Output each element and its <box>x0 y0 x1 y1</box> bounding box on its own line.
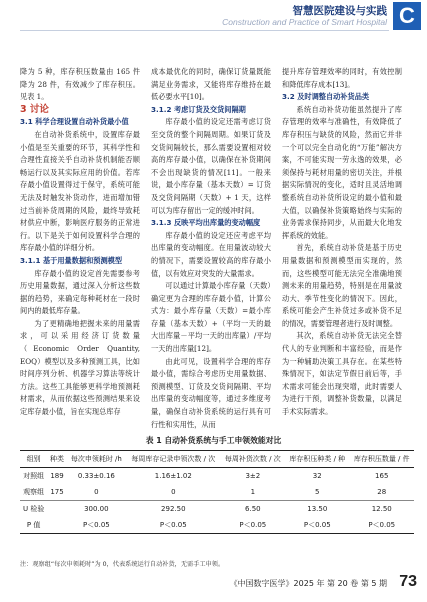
journal-footer: 《中国数字医学》2025 年 第 20 卷 第 5 期 <box>229 579 387 588</box>
table-cell: 对照组 <box>23 472 45 480</box>
table-row <box>20 517 414 534</box>
table-header: 每次申领耗时 /h <box>67 451 126 468</box>
header-subtitle: Construction and Practice of Smart Hospital <box>222 17 387 27</box>
subsection-heading-3-1: 3.1 科学合理设置自动补货最小值 <box>20 117 129 127</box>
table-cell: P＜0.05 <box>349 517 414 534</box>
paragraph: 库存最小值的设定还需考虑订货至交货的整个间隔周期。如果订货及交货间隔较长，那么需要设置相对较高的库存最小值，以确保在补货期间不会出现缺货的情况[11]。一般来说，最小库存量（基本天数）= 订货及交货间隔期（天数）+ 1 天，这样可以为库存留出一定的缓冲时间。 <box>151 117 271 215</box>
table-note: 注：观察组“每次申领耗时”为 0，代表系统运行自动补货，无需手工申领。 <box>20 561 225 568</box>
table-header: 每周补货次数 / 次 <box>221 451 285 468</box>
paragraph: 降为 5 种，库存积压数量由 165 件降为 28 件，有效减少了库存积压。见表 1。 <box>20 67 140 102</box>
page-number: 73 <box>399 573 417 590</box>
table-cell: 12.50 <box>349 501 414 518</box>
journal-logo-icon: C <box>393 2 421 30</box>
table-row <box>20 484 414 501</box>
page-header <box>0 0 427 34</box>
table-cell: 300.00 <box>67 501 126 518</box>
table-row <box>20 501 414 518</box>
comparison-table <box>20 450 414 534</box>
column-3 <box>282 66 402 419</box>
table-cell: 0 <box>171 488 176 496</box>
paragraph: 提升库存管理效率的同时，有效控制和降低库存成本[13]。 <box>282 67 402 89</box>
table-cell: P＜0.05 <box>221 517 285 534</box>
table-cell: 0 <box>94 488 99 496</box>
paragraph: 其次，系统自动补货无法完全替代人的专业判断和丰富经验，而是作为一种辅助决策工具存在。在某些特殊情况下，如法定节假日前后等，手术需求可能会出现突增，此时需要人为进行干预，调整补货数量，以满足手术实际需求。 <box>282 331 402 417</box>
table-cell: 292.50 <box>126 501 221 518</box>
paragraph: 库存最小值的设定首先需要参考历史用量数据，通过深入分析这些数据的趋势，来确定每种耗材在一段时间内的最低库存量。 <box>20 268 140 316</box>
subsection-heading-3-1-3: 3.1.3 反映平均出库量的变动幅度 <box>151 218 261 228</box>
header-divider <box>20 30 389 31</box>
section-heading-3: 3 讨论 <box>20 103 49 115</box>
column-1 <box>20 66 140 419</box>
subsection-heading-3-1-1: 3.1.1 基于用量数据和预测模型 <box>20 255 123 265</box>
header-title: 智慧医院建设与实践 <box>292 5 387 17</box>
paragraph: 可以通过计算最小库存量（天数）确定更为合理的库存最小值，计算公式为：最小库存量（天数）=最小库存量（基本天数）+（平均一天的最大出库量－平均一天的出库量）/平均一天的出库量[12]。 <box>151 281 271 354</box>
paragraph: 首先，系统自动补货是基于历史用量数据和预测模型而实现的，然而，这些模型可能无法完全准确地预测未来的用量趋势，特别是在用量波动大、季节性变化的情况下。因此，系统可能会产生补货过多或补货不足的情况，需要管理者进行及时调整。 <box>282 243 402 328</box>
table-cell: 0.33±0.16 <box>77 472 115 480</box>
table-cell <box>47 517 66 534</box>
table-header: 库存积压种类 / 种 <box>285 451 349 468</box>
paragraph: 成本最优化的同时，确保订货量既能满足业务需求，又能将库存维持在最低必要水平[10]。 <box>151 67 271 102</box>
table-header: 库存积压数量 / 件 <box>349 451 414 468</box>
table-cell: P＜0.05 <box>67 517 126 534</box>
paragraph: 为了更精确地把握未来的用量需求，可以采用经济订货数量（Economic Order Quantity, EOQ）模型以及多种预测工具，比如时间序列分析、机器学习算法等统计方法。这些工具能够更科学地预测耗材需求，从而依据这些预测结果来设定库存最小值，旨在实现总库存 <box>20 318 140 417</box>
table-cell: 观察组 <box>23 488 45 496</box>
paragraph: 系统自动补货功能虽然提升了库存管理的效率与准确性，有效降低了库存积压与缺货的风险，然而它并非一个可以完全自动化的“万能”解决方案，不可能实现一劳永逸的效果，必须保持与耗材用量的密切关注，并根据实际情况的变化，适时且灵活地调整系统自动补货所设定的最小值和最大值，以确保补货策略始终与实际的业务需求保持同步，从而最大化地发挥系统的效能。 <box>282 104 402 240</box>
table-cell: P＜0.05 <box>126 517 221 534</box>
paragraph: 在自动补货系统中，设置库存最小值是至关重要的环节，其科学性和合理性直接关乎自动补货机制能否顺畅运行以及其实际应用的价值。若库存最小值设置得过于保守，系统可能无法及时触发补货动作，进而增加错过当前补货周期的风险，最终导致耗材供应中断，影响医疗服务的正常进行。以下是关于如何设置科学合理的库存最小值的详细分析。 <box>20 129 140 253</box>
table-cell: 28 <box>377 488 387 496</box>
table-cell: 13.50 <box>285 501 349 518</box>
table-cell: 5 <box>315 488 320 496</box>
table-cell <box>47 501 66 518</box>
table-cell: 1.16±1.02 <box>154 472 192 480</box>
table-cell: 32 <box>312 472 322 480</box>
table-header-row <box>20 451 414 468</box>
paragraph: 由此可见，设置科学合理的库存最小值，需综合考虑历史用量数据、预测模型、订货及交货间隔期、平均出库量的变动幅度等，通过多维度考量，确保自动补货系统的运行具有可行性和实用性，从而 <box>151 356 271 429</box>
column-2 <box>151 66 271 431</box>
table-cell: 6.50 <box>221 501 285 518</box>
table-cell: P 值 <box>20 517 47 534</box>
table-header: 组别 <box>20 451 47 468</box>
table-header: 种类 <box>47 451 66 468</box>
table-cell: P＜0.05 <box>285 517 349 534</box>
table-cell: 165 <box>375 472 389 480</box>
table-cell: 189 <box>50 472 64 480</box>
table-cell: U 检验 <box>20 501 47 518</box>
table-cell: 175 <box>50 488 64 496</box>
table-cell: 1 <box>250 488 256 496</box>
subsection-heading-3-1-2: 3.1.2 考虑订货及交货间隔期 <box>151 104 246 114</box>
table-row <box>20 468 414 485</box>
subsection-heading-3-2: 3.2 及时调整自动补货品类 <box>282 92 370 102</box>
table-cell: 3±2 <box>245 472 261 480</box>
table-header: 每周库存记录申领次数 / 次 <box>126 451 221 468</box>
table-title: 表 1 自动补货系统与手工申领效能对比 <box>145 436 282 445</box>
paragraph: 库存最小值的设定还应考虑平均出库量的变动幅度。在用量波动较大的情况下，需要设置较高的库存最小值，以有效应对突发的大量需求。 <box>151 230 271 278</box>
